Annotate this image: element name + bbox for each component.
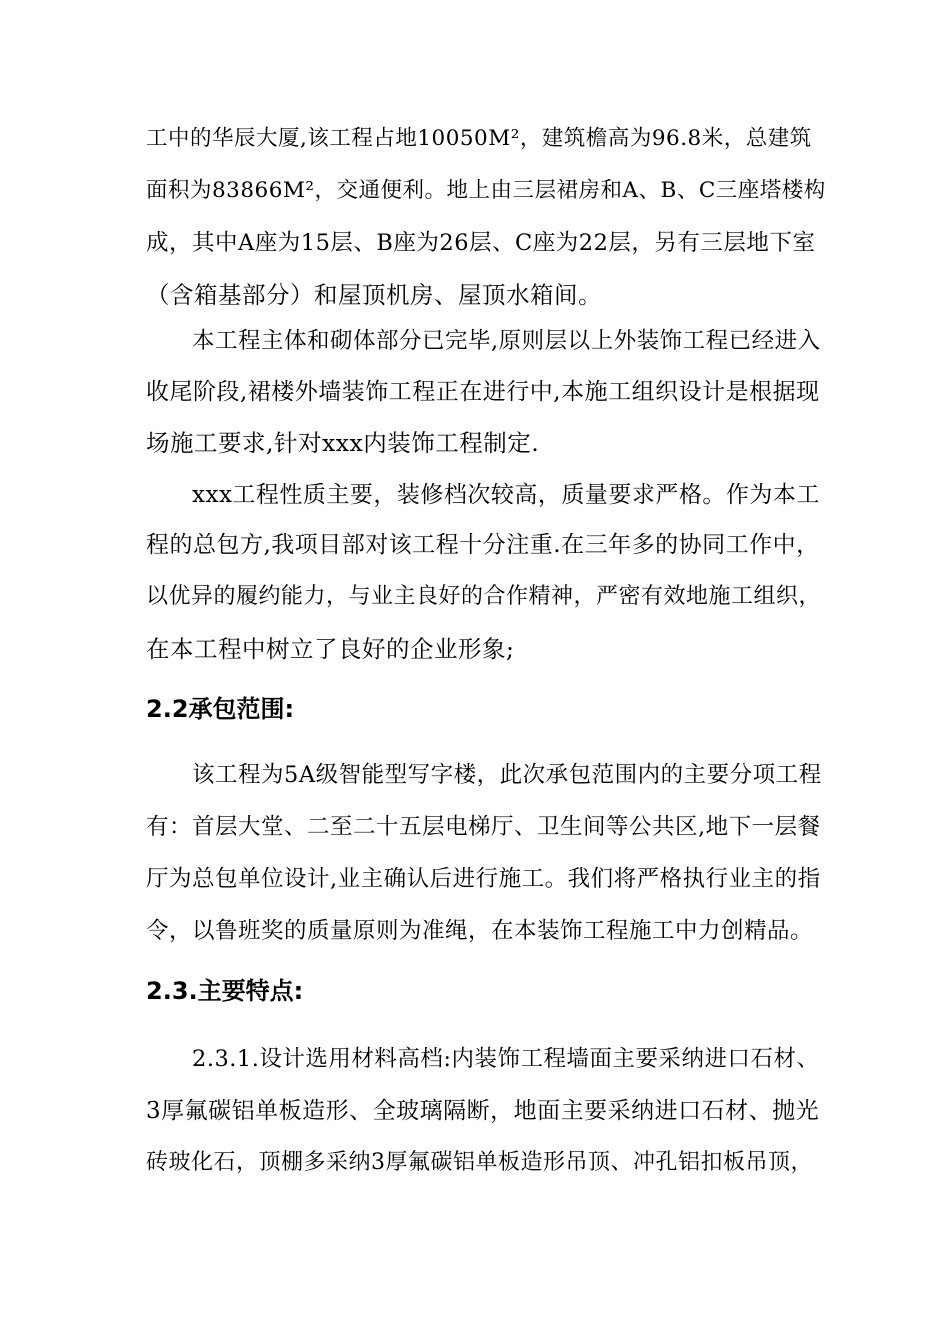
paragraph-line: 成，其中A座为15层、B座为26层、C座为22层，另有三层地下室	[146, 230, 816, 256]
paragraph-line: 该工程为5A级智能型写字楼，此次承包范围内的主要分项工程	[192, 762, 822, 788]
paragraph-line: 工中的华辰大厦,该工程占地10050M²，建筑檐高为96.8米，总建筑	[146, 126, 812, 151]
paragraph-line: 面积为83866M²，交通便利。地上由三层裙房和A、B、C三座塔楼构	[146, 178, 826, 203]
section-heading-2-3: 2.3.主要特点:	[146, 977, 304, 1005]
paragraph-line: 收尾阶段,裙楼外墙装饰工程正在进行中,本施工组织设计是根据现	[146, 379, 820, 405]
paragraph-line: （含箱基部分）和屋顶机房、屋顶水箱间。	[146, 281, 602, 309]
paragraph-line: xxx工程性质主要，装修档次较高，质量要求严格。作为本工	[192, 482, 820, 508]
section-heading-2-2: 2.2承包范围:	[146, 695, 295, 723]
paragraph-line: 3厚氟碳铝单板造形、全玻璃隔断，地面主要采纳进口石材、抛光	[146, 1098, 820, 1124]
paragraph-line: 厅为总包单位设计,业主确认后进行施工。我们将严格执行业主的指	[146, 866, 821, 892]
paragraph-line: 有：首层大堂、二至二十五层电梯厅、卫生间等公共区,地下一层餐	[146, 814, 821, 840]
paragraph-line: 程的总包方,我项目部对该工程十分注重.在三年多的协同工作中，	[146, 532, 820, 558]
paragraph-line: 在本工程中树立了良好的企业形象;	[146, 635, 515, 663]
paragraph-line: 场施工要求,针对xxx内装饰工程制定.	[146, 429, 540, 457]
paragraph-line: 砖玻化石，顶棚多采纳3厚氟碳铝单板造形吊顶、冲孔铝扣板吊顶，	[146, 1150, 813, 1175]
paragraph-line: 令，以鲁班奖的质量原则为准绳，在本装饰工程施工中力创精品。	[146, 918, 814, 944]
paragraph-line: 2.3.1.设计选用材料高档:内装饰工程墙面主要采纳进口石材、	[192, 1046, 820, 1072]
paragraph-line: 以优异的履约能力，与业主良好的合作精神，严密有效地施工组织，	[146, 584, 822, 609]
paragraph-line: 本工程主体和砌体部分已完毕,原则层以上外装饰工程已经进入	[192, 328, 821, 354]
